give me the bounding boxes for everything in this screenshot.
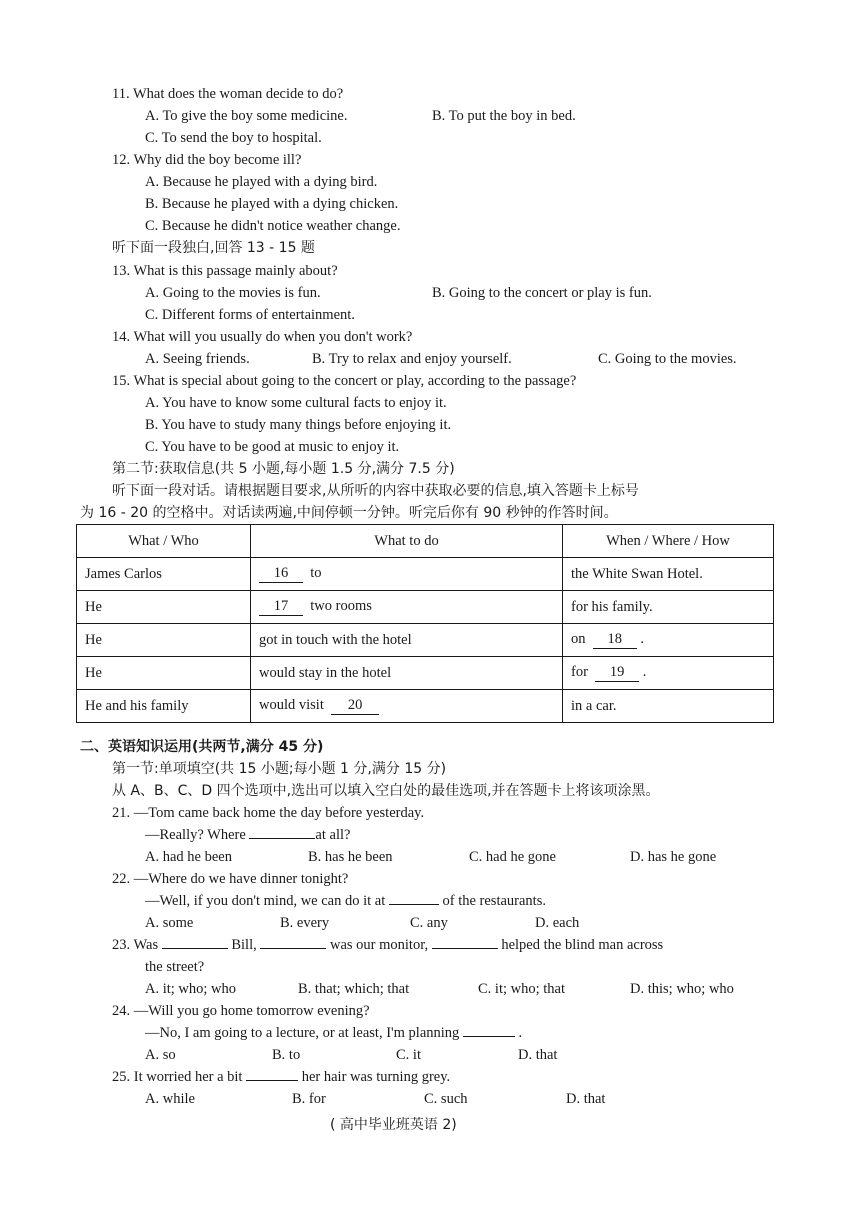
part-2-title: 二、英语知识运用(共两节,满分 45 分)	[80, 739, 324, 755]
q15-option-a: A. You have to know some cultural facts to enjoy it.	[145, 395, 447, 411]
question-25-line-1	[112, 1068, 450, 1086]
what-cell	[251, 690, 563, 723]
q21-text: at all?	[315, 827, 351, 843]
section-2-instruction-line-2: 为 16 - 20 的空格中。对话读两遍,中间停顿一分钟。听完后你有 90 秒钟的作答时间。	[80, 505, 618, 521]
what-cell: would stay in the hotel	[251, 657, 563, 690]
question-21-line-1: 21. —Tom came back home the day before yesterday.	[112, 805, 425, 821]
when-cell	[563, 657, 774, 690]
when-prefix: for	[571, 664, 588, 680]
q13-option-a: A. Going to the movies is fun.	[145, 285, 321, 301]
table-row	[77, 558, 774, 591]
answer-blank-18: 18	[593, 631, 637, 649]
q21-text: —Really? Where	[145, 827, 250, 843]
information-table	[76, 524, 774, 723]
q12-option-c: C. Because he didn't notice weather change.	[145, 218, 401, 234]
who-cell: He	[77, 657, 251, 690]
q25-option-a: A. while	[145, 1091, 195, 1107]
q22-text: of the restaurants.	[438, 893, 546, 909]
q23-option-d: D. this; who; who	[630, 981, 734, 997]
q11-option-a: A. To give the boy some medicine.	[145, 108, 348, 124]
answer-blank-20: 20	[331, 697, 379, 715]
answer-blank	[249, 838, 315, 839]
part-2-instruction: 从 A、B、C、D 四个选项中,选出可以填入空白处的最佳选项,并在答题卡上将该项涂黑。	[112, 783, 660, 799]
q21-option-b: B. has he been	[308, 849, 393, 865]
answer-blank-19: 19	[595, 664, 639, 682]
q11-option-c: C. To send the boy to hospital.	[145, 130, 322, 146]
q21-option-a: A. had he been	[145, 849, 232, 865]
answer-blank	[260, 948, 326, 949]
question-22-line-1: 22. —Where do we have dinner tonight?	[112, 871, 349, 887]
q22-option-c: C. any	[410, 915, 448, 931]
section-2-title: 第二节:获取信息(共 5 小题,每小题 1.5 分,满分 7.5 分)	[112, 461, 455, 477]
q12-option-a: A. Because he played with a dying bird.	[145, 174, 378, 190]
question-24-line-1: 24. —Will you go home tomorrow evening?	[112, 1003, 370, 1019]
who-cell: He and his family	[77, 690, 251, 723]
question-22-line-2	[145, 892, 546, 910]
column-header: What / Who	[77, 525, 251, 558]
monologue-instruction: 听下面一段独白,回答 13 - 15 题	[112, 240, 315, 256]
answer-blank-16: 16	[259, 565, 303, 583]
column-header: When / Where / How	[563, 525, 774, 558]
q15-option-c: C. You have to be good at music to enjoy it.	[145, 439, 400, 455]
q25-option-c: C. such	[424, 1091, 468, 1107]
part-2-section-1-title: 第一节:单项填空(共 15 小题;每小题 1 分,满分 15 分)	[112, 761, 447, 777]
q25-text: her hair was turning grey.	[298, 1069, 451, 1085]
answer-blank	[246, 1080, 298, 1081]
q14-option-c: C. Going to the movies.	[598, 351, 737, 367]
q24-text: —No, I am going to a lecture, or at least, I'm planning	[145, 1025, 463, 1041]
q24-text: .	[514, 1025, 523, 1041]
question-12-stem: 12. Why did the boy become ill?	[112, 152, 302, 168]
q22-option-a: A. some	[145, 915, 194, 931]
what-text: two rooms	[310, 598, 372, 614]
q22-text: —Well, if you don't mind, we can do it at	[145, 893, 389, 909]
question-15-stem: 15. What is special about going to the concert or play, according to the passage?	[112, 373, 577, 389]
q23-option-c: C. it; who; that	[478, 981, 565, 997]
question-23-line-2: the street?	[145, 959, 205, 975]
page-footer: ( 高中毕业班英语 2)	[330, 1117, 457, 1133]
q23-text: Bill,	[227, 937, 261, 953]
q11-option-b: B. To put the boy in bed.	[432, 108, 576, 124]
q23-text: was our monitor,	[326, 937, 432, 953]
who-cell: He	[77, 624, 251, 657]
column-header: What to do	[251, 525, 563, 558]
what-cell: got in touch with the hotel	[251, 624, 563, 657]
q25-text: 25. It worried her a bit	[112, 1069, 247, 1085]
q23-option-b: B. that; which; that	[298, 981, 410, 997]
q14-option-a: A. Seeing friends.	[145, 351, 250, 367]
when-cell: in a car.	[563, 690, 774, 723]
q23-text: 23. Was	[112, 937, 162, 953]
table-row	[77, 624, 774, 657]
q22-option-d: D. each	[535, 915, 580, 931]
question-23-line-1	[112, 936, 663, 954]
q14-option-b: B. Try to relax and enjoy yourself.	[312, 351, 512, 367]
answer-blank	[432, 948, 498, 949]
table-header-row	[77, 525, 774, 558]
q23-text: helped the blind man across	[497, 937, 664, 953]
q21-option-d: D. has he gone	[630, 849, 717, 865]
when-cell: the White Swan Hotel.	[563, 558, 774, 591]
who-cell: James Carlos	[77, 558, 251, 591]
what-cell	[251, 558, 563, 591]
answer-blank-17: 17	[259, 598, 303, 616]
question-24-line-2	[145, 1024, 522, 1042]
table-row	[77, 690, 774, 723]
q24-option-d: D. that	[518, 1047, 558, 1063]
question-11-stem: 11. What does the woman decide to do?	[112, 86, 344, 102]
q13-option-b: B. Going to the concert or play is fun.	[432, 285, 652, 301]
what-cell	[251, 591, 563, 624]
q22-option-b: B. every	[280, 915, 330, 931]
table-row	[77, 657, 774, 690]
q24-option-a: A. so	[145, 1047, 176, 1063]
question-14-stem: 14. What will you usually do when you don't work?	[112, 329, 413, 345]
section-2-instruction-line-1: 听下面一段对话。请根据题目要求,从所听的内容中获取必要的信息,填入答题卡上标号	[112, 483, 639, 499]
when-suffix: .	[642, 664, 647, 680]
table-row	[77, 591, 774, 624]
q24-option-b: B. to	[272, 1047, 301, 1063]
when-cell: for his family.	[563, 591, 774, 624]
q12-option-b: B. Because he played with a dying chicken.	[145, 196, 399, 212]
q23-option-a: A. it; who; who	[145, 981, 237, 997]
when-suffix: .	[640, 631, 644, 647]
q25-option-b: B. for	[292, 1091, 326, 1107]
when-prefix: on	[571, 631, 586, 647]
answer-blank	[162, 948, 228, 949]
q15-option-b: B. You have to study many things before enjoying it.	[145, 417, 452, 433]
answer-blank	[389, 904, 439, 905]
question-21-line-2	[145, 826, 350, 844]
who-cell: He	[77, 591, 251, 624]
q13-option-c: C. Different forms of entertainment.	[145, 307, 355, 323]
answer-blank	[463, 1036, 515, 1037]
what-text: would visit	[259, 697, 324, 713]
question-13-stem: 13. What is this passage mainly about?	[112, 263, 338, 279]
q21-option-c: C. had he gone	[469, 849, 556, 865]
when-cell	[563, 624, 774, 657]
q24-option-c: C. it	[396, 1047, 421, 1063]
what-text: to	[310, 565, 322, 581]
q25-option-d: D. that	[566, 1091, 606, 1107]
